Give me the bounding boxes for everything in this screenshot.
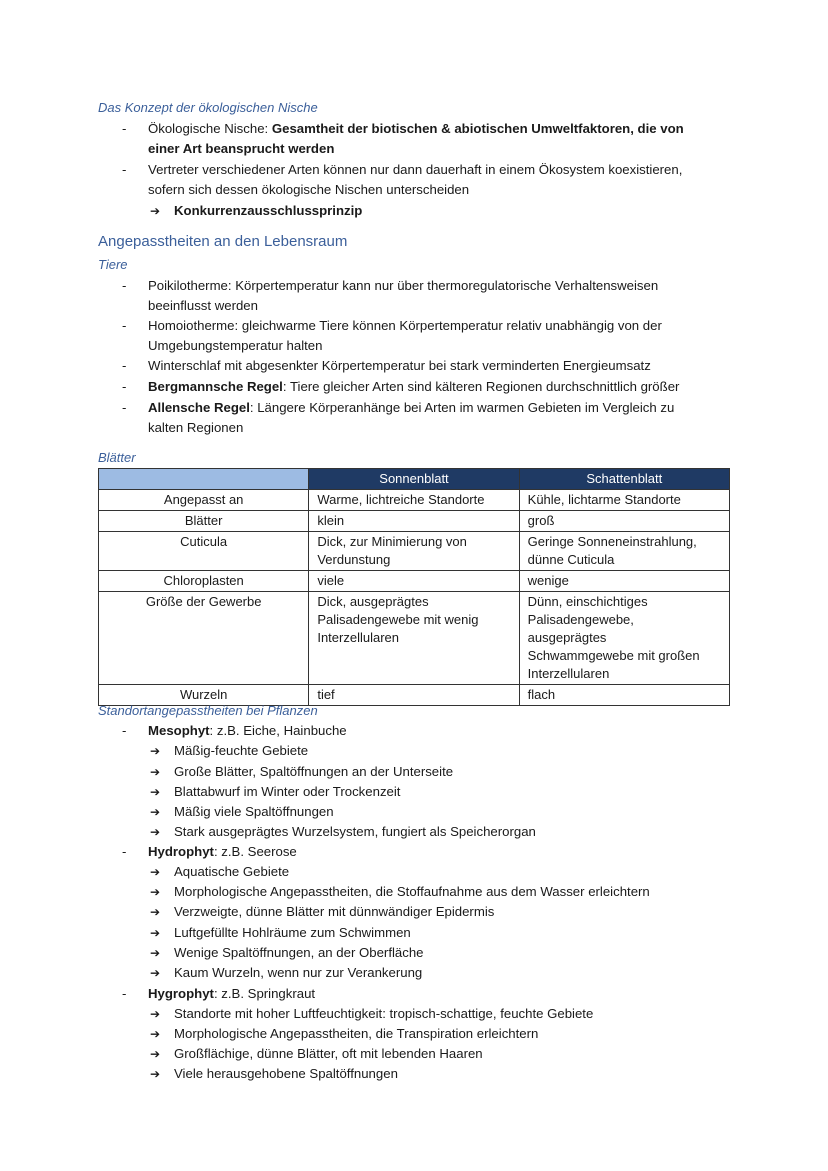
arrow-item: Morphologische Angepasstheiten, die Transpiration erleichtern xyxy=(174,1026,539,1041)
table-row-label: Chloroplasten xyxy=(99,571,309,592)
table-cell-shade: Kühle, lichtarme Standorte xyxy=(519,490,729,511)
table-cell-sun: tief xyxy=(309,685,519,706)
arrow-icon: ➔ xyxy=(150,1067,161,1081)
arrow-item: Große Blätter, Spaltöffnungen an der Unterseite xyxy=(174,764,454,779)
table-row xyxy=(99,490,730,511)
arrow-icon: ➔ xyxy=(150,926,161,940)
table-cell-shade: flach xyxy=(519,685,729,706)
table-row-label: Größe der Gewerbe xyxy=(99,592,309,685)
table-cell-shade: wenige xyxy=(519,571,729,592)
arrow-item: Morphologische Angepasstheiten, die Stoffaufnahme aus dem Wasser erleichtern xyxy=(174,884,650,899)
list-item-poikilotherm: Poikilotherme: Körpertemperatur kann nur über thermoregulatorische Verhaltensweisen beeinflusst werden xyxy=(148,278,659,313)
heading-leaves: Blätter xyxy=(98,450,136,465)
table-row-label: Wurzeln xyxy=(99,685,309,706)
arrow-item: Viele herausgehobene Spaltöffnungen xyxy=(174,1066,398,1081)
arrow-icon: ➔ xyxy=(150,765,161,779)
arrow-icon: ➔ xyxy=(150,744,161,758)
list-item-hibernation: Winterschlaf mit abgesenkter Körpertemperatur bei stark verminderten Energieumsatz xyxy=(148,358,651,373)
table-row xyxy=(99,532,730,571)
arrow-item: Standorte mit hoher Luftfeuchtigkeit: tropisch-schattige, feuchte Gebiete xyxy=(174,1006,594,1021)
heading-ecological-niche: Das Konzept der ökologischen Nische xyxy=(98,100,318,115)
arrow-icon: ➔ xyxy=(150,1047,161,1061)
bullet-dash: - xyxy=(122,121,127,136)
arrow-icon: ➔ xyxy=(150,885,161,899)
list-item-mesophyte: Mesophyt: z.B. Eiche, Hainbuche xyxy=(148,723,347,738)
arrow-icon: ➔ xyxy=(150,946,161,960)
arrow-item: Stark ausgeprägtes Wurzelsystem, fungiert als Speicherorgan xyxy=(174,824,536,839)
arrow-item: Verzweigte, dünne Blätter mit dünnwändiger Epidermis xyxy=(174,904,495,919)
heading-habitat-adaptations: Angepasstheiten an den Lebensraum xyxy=(98,233,348,250)
arrow-icon: ➔ xyxy=(150,805,161,819)
arrow-icon: ➔ xyxy=(150,204,161,218)
table-cell-sun: Dick, ausgeprägtes Palisadengewebe mit wenig Interzellularen xyxy=(309,592,519,685)
arrow-icon: ➔ xyxy=(150,865,161,879)
bullet-dash: - xyxy=(122,278,127,293)
table-header-sun-leaf: Sonnenblatt xyxy=(309,469,519,490)
list-item-niche-definition: Ökologische Nische: Gesamtheit der biotischen & abiotischen Umweltfaktoren, die von einer Art beansprucht werden xyxy=(148,121,684,156)
list-item-bergmann-rule: Bergmannsche Regel: Tiere gleicher Arten sind kälteren Regionen durchschnittlich größer xyxy=(148,379,680,394)
table-row-label: Angepasst an xyxy=(99,490,309,511)
table-row-label: Cuticula xyxy=(99,532,309,571)
bullet-dash: - xyxy=(122,358,127,373)
arrow-item: Mäßig viele Spaltöffnungen xyxy=(174,804,334,819)
list-item-coexistence: Vertreter verschiedener Arten können nur dann dauerhaft in einem Ökosystem koexistieren, sofern sich dessen ökologische Nischen unterscheiden xyxy=(148,162,683,197)
arrow-icon: ➔ xyxy=(150,785,161,799)
arrow-item: Kaum Wurzeln, wenn nur zur Verankerung xyxy=(174,965,423,980)
table-row-label: Blätter xyxy=(99,511,309,532)
heading-plant-adaptations: Standortangepasstheiten bei Pflanzen xyxy=(98,703,318,718)
arrow-icon: ➔ xyxy=(150,966,161,980)
table-cell-sun: viele xyxy=(309,571,519,592)
list-item-allen-rule: Allensche Regel: Längere Körperanhänge bei Arten im warmen Gebieten im Vergleich zu kalten Regionen xyxy=(148,400,675,435)
bullet-dash: - xyxy=(122,400,127,415)
bullet-dash: - xyxy=(122,318,127,333)
arrow-icon: ➔ xyxy=(150,825,161,839)
bullet-dash: - xyxy=(122,162,127,177)
table-cell-sun: Warme, lichtreiche Standorte xyxy=(309,490,519,511)
table-cell-shade: Geringe Sonneneinstrahlung, dünne Cuticula xyxy=(519,532,729,571)
list-item-hydrophyte: Hydrophyt: z.B. Seerose xyxy=(148,844,297,859)
arrow-icon: ➔ xyxy=(150,1027,161,1041)
table-header-blank xyxy=(99,469,309,490)
arrow-item: Großflächige, dünne Blätter, oft mit lebenden Haaren xyxy=(174,1046,483,1061)
bullet-dash: - xyxy=(122,844,127,859)
arrow-item: Aquatische Gebiete xyxy=(174,864,290,879)
bullet-dash: - xyxy=(122,379,127,394)
list-item-hygrophyte: Hygrophyt: z.B. Springkraut xyxy=(148,986,316,1001)
list-item-homoiotherm: Homoiotherme: gleichwarme Tiere können Körpertemperatur relativ unabhängig von der Umgebungstemperatur halten xyxy=(148,318,662,353)
leaf-comparison-table xyxy=(98,468,730,706)
table-row xyxy=(99,571,730,592)
table-cell-shade: groß xyxy=(519,511,729,532)
table-cell-sun: klein xyxy=(309,511,519,532)
table-header-row xyxy=(99,469,730,490)
bullet-dash: - xyxy=(122,723,127,738)
bullet-dash: - xyxy=(122,986,127,1001)
arrow-item: Luftgefüllte Hohlräume zum Schwimmen xyxy=(174,925,411,940)
arrow-item: Blattabwurf im Winter oder Trockenzeit xyxy=(174,784,401,799)
arrow-icon: ➔ xyxy=(150,1007,161,1021)
table-header-shade-leaf: Schattenblatt xyxy=(519,469,729,490)
arrow-item: Wenige Spaltöffnungen, an der Oberfläche xyxy=(174,945,424,960)
table-cell-shade: Dünn, einschichtiges Palisadengewebe, ausgeprägtes Schwammgewebe mit großen Interzellularen xyxy=(519,592,729,685)
heading-animals: Tiere xyxy=(98,257,128,272)
table-row xyxy=(99,511,730,532)
table-cell-sun: Dick, zur Minimierung von Verdunstung xyxy=(309,532,519,571)
arrow-icon: ➔ xyxy=(150,905,161,919)
arrow-item-competitive-exclusion: Konkurrenzausschlussprinzip xyxy=(174,203,363,218)
arrow-item: Mäßig-feuchte Gebiete xyxy=(174,743,309,758)
table-row xyxy=(99,592,730,685)
